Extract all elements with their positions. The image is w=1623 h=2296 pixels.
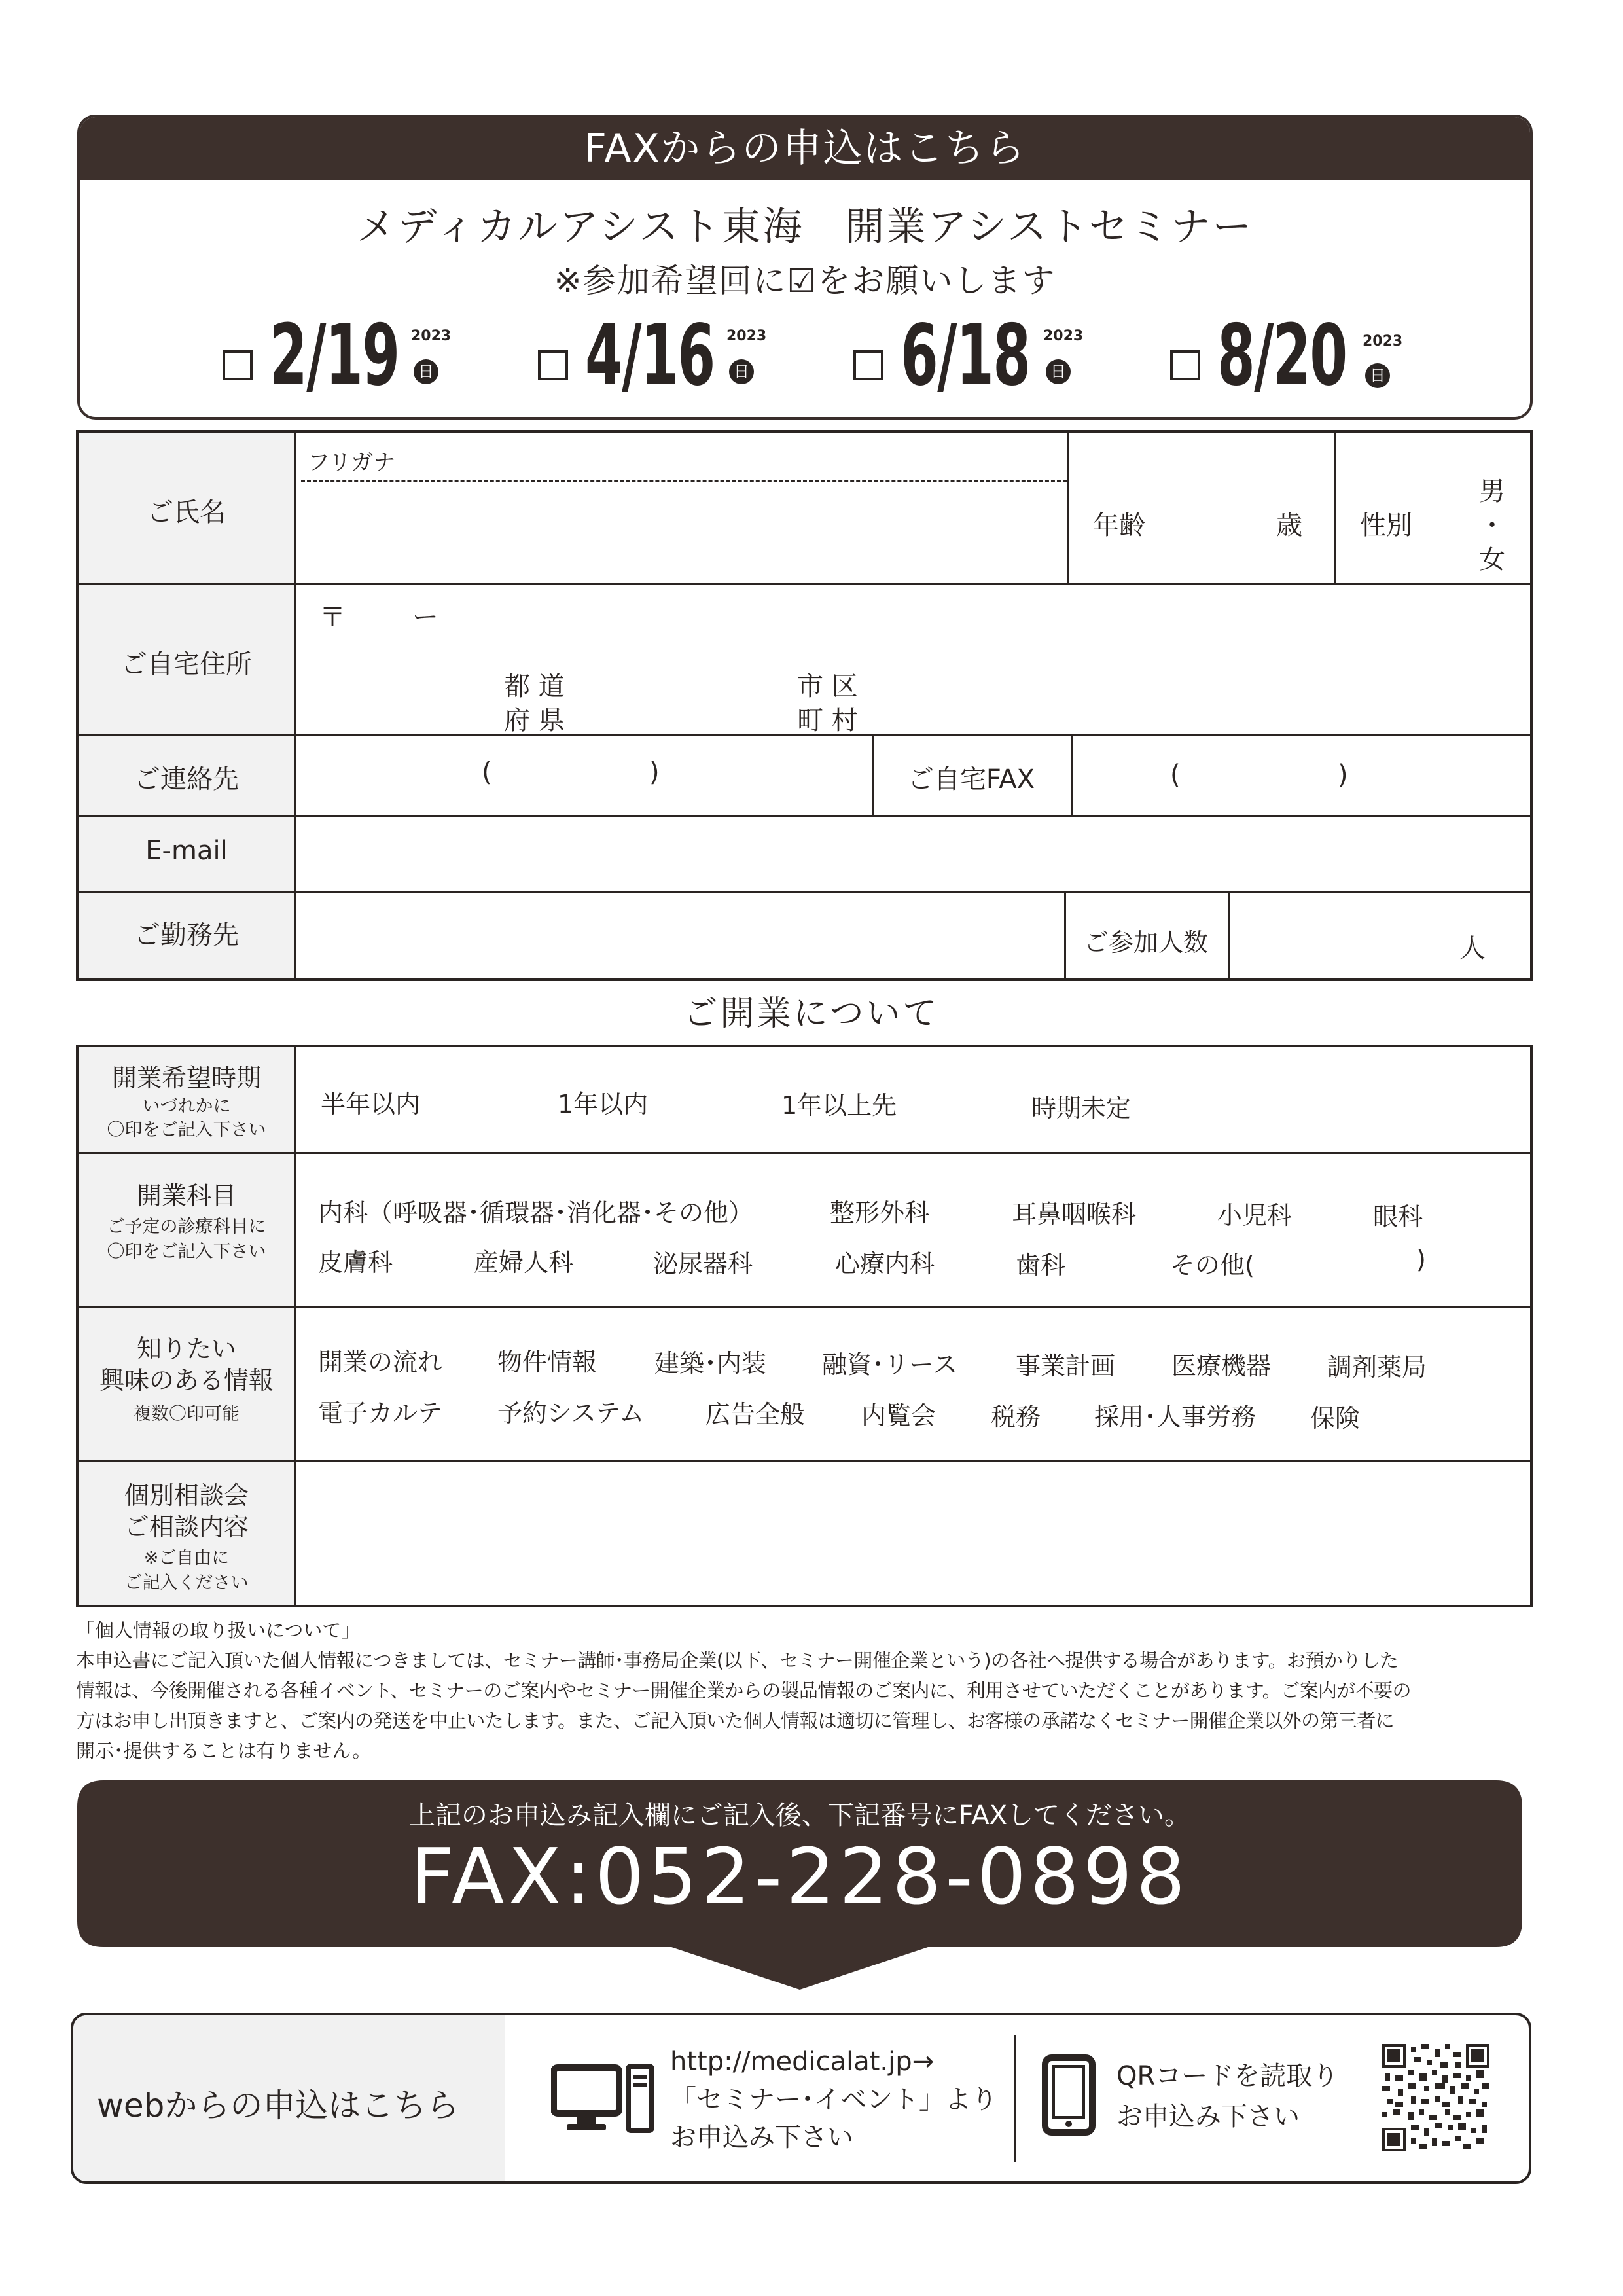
participants-unit: 人 xyxy=(1459,933,1486,963)
date-option-1[interactable] xyxy=(223,307,452,404)
sex-separator: ・ xyxy=(1479,511,1505,541)
sex-female-option[interactable]: 女 xyxy=(1479,545,1505,575)
interest-hr[interactable]: 採用･人事労務 xyxy=(1094,1403,1257,1431)
address-label: ご自宅住所 xyxy=(121,649,252,679)
date-option-3[interactable] xyxy=(853,307,1080,404)
date-option-4[interactable] xyxy=(1170,307,1397,404)
home-fax-label: ご自宅FAX xyxy=(907,764,1035,795)
day-badge: 日 xyxy=(414,359,438,384)
prefecture-label-1: 都 道 xyxy=(504,672,565,702)
interest-label-2: 興味のある情報 xyxy=(99,1366,274,1395)
interest-pharmacy[interactable]: 調剤薬局 xyxy=(1327,1353,1427,1382)
dept-ophthalmology[interactable]: 眼科 xyxy=(1373,1202,1423,1231)
consult-label-2: ご相談内容 xyxy=(124,1513,249,1541)
timing-label: 開業希望時期 xyxy=(111,1064,261,1092)
year-label: 2023 xyxy=(411,328,452,344)
sex-male-option[interactable]: 男 xyxy=(1479,476,1505,507)
day-badge: 日 xyxy=(1046,359,1071,384)
day-badge: 日 xyxy=(729,359,754,384)
web-instructions xyxy=(670,2043,997,2157)
check-note: ※参加希望回に☑をお願いします xyxy=(554,262,1056,300)
consult-sub-2: ご記入ください xyxy=(124,1573,249,1593)
consult-sub-1: ※ご自由に xyxy=(143,1548,230,1568)
dept-psychosomatic[interactable]: 心療内科 xyxy=(835,1249,935,1278)
date-text: 8/20 xyxy=(1217,307,1347,404)
interest-advertising[interactable]: 広告全般 xyxy=(705,1400,806,1429)
interest-reservation[interactable]: 予約システム xyxy=(497,1399,645,1427)
home-fax-input[interactable] xyxy=(1076,738,1527,811)
furigana-label: フリガナ xyxy=(308,450,396,476)
fax-number-band xyxy=(77,1780,1522,1990)
interest-sub: 複数〇印可能 xyxy=(134,1404,240,1424)
dept-urology[interactable]: 泌尿器科 xyxy=(653,1249,753,1278)
date-checkbox[interactable] xyxy=(223,350,253,380)
sex-label: 性別 xyxy=(1360,511,1412,541)
interest-label-1: 知りたい xyxy=(136,1335,236,1363)
email-label: E-mail xyxy=(145,836,228,866)
prefecture-label-2: 府 県 xyxy=(504,706,565,736)
fax-instruction: 上記のお申込み記入欄にご記入後、下記番号にFAXしてください。 xyxy=(408,1801,1191,1831)
name-input[interactable] xyxy=(301,485,1067,580)
fax-band-title: FAXからの申込はこちら xyxy=(80,117,1530,180)
date-checkbox[interactable] xyxy=(1170,350,1200,380)
year-label: 2023 xyxy=(1043,328,1084,344)
contact-paren-open: ( xyxy=(482,757,492,787)
computer-icon xyxy=(551,2064,656,2138)
email-input[interactable] xyxy=(301,819,1525,887)
date-text: 2/19 xyxy=(270,307,399,404)
participants-label: ご参加人数 xyxy=(1083,928,1208,957)
opening-info-table xyxy=(76,1045,1533,1607)
privacy-line: 開示･提供することは有りません。 xyxy=(76,1740,372,1762)
privacy-heading: 「個人情報の取り扱いについて」 xyxy=(76,1619,361,1641)
interest-emr[interactable]: 電子カルテ xyxy=(318,1399,443,1427)
date-checkbox[interactable] xyxy=(538,350,568,380)
year-label: 2023 xyxy=(726,328,767,344)
dept-ent[interactable]: 耳鼻咽喉科 xyxy=(1012,1200,1137,1229)
interest-medical-equipment[interactable]: 医療機器 xyxy=(1171,1352,1272,1380)
tablet-icon xyxy=(1042,2054,1096,2138)
city-label-1: 市 区 xyxy=(797,672,858,702)
dept-other[interactable]: その他( xyxy=(1170,1251,1255,1280)
department-label: 開業科目 xyxy=(136,1181,236,1210)
privacy-line: 本申込書にご記入頂いた個人情報につきましては、セミナー講師･事務局企業(以下、セミナー開催企業という)の各社へ提供する場合があります。お預かりした xyxy=(76,1649,1399,1672)
contact-label: ご連絡先 xyxy=(134,764,239,795)
date-text: 6/18 xyxy=(901,307,1030,404)
fax-number[interactable]: FAX:052-228-0898 xyxy=(410,1831,1190,1922)
timing-option-1-year[interactable]: 1年以内 xyxy=(558,1090,649,1119)
age-unit: 歳 xyxy=(1276,511,1302,541)
qr-code-icon[interactable] xyxy=(1382,2044,1489,2154)
dept-internal-medicine[interactable]: 内科（呼吸器･循環器･消化器･その他） xyxy=(318,1198,754,1227)
privacy-line: 方はお申し出頂きますと、ご案内の発送を中止いたします。また、ご記入頂いた個人情報は適切に管理し、お客様の承諾なくセミナー開催企業以外の第三者に xyxy=(76,1710,1395,1732)
dept-dermatology[interactable]: 皮膚科 xyxy=(318,1248,393,1277)
fax-application-header xyxy=(77,115,1533,420)
seminar-title: メディカルアシスト東海 開業アシストセミナー xyxy=(356,204,1254,250)
interest-finance-lease[interactable]: 融資･リース xyxy=(822,1350,958,1379)
dept-dentistry[interactable]: 歯科 xyxy=(1016,1251,1066,1280)
web-url[interactable]: http://medicalat.jp→ xyxy=(670,2047,935,2077)
web-label: webからの申込はこちら xyxy=(97,2087,459,2125)
city-label-2: 町 村 xyxy=(797,706,858,736)
qr-apply-text: お申込み下さい xyxy=(1116,2102,1300,2132)
timing-sub-1: いづれかに xyxy=(142,1096,231,1117)
address-input[interactable] xyxy=(301,590,1525,730)
name-label: ご氏名 xyxy=(147,497,226,528)
participants-input[interactable] xyxy=(1233,895,1495,975)
interest-open-house[interactable]: 内覧会 xyxy=(861,1401,936,1430)
privacy-line: 情報は、今後開催される各種イベント、セミナーのご案内やセミナー開催企業からの製品情報のご案内に、利用させていただくことがあります。ご案内が不要の xyxy=(76,1679,1411,1702)
dept-obgyn[interactable]: 産婦人科 xyxy=(474,1248,574,1277)
fax-paren-close: ) xyxy=(1338,760,1348,790)
interest-business-plan[interactable]: 事業計画 xyxy=(1016,1352,1116,1380)
consult-content-input[interactable] xyxy=(301,1466,1525,1600)
interest-flow[interactable]: 開業の流れ xyxy=(318,1348,443,1376)
workplace-input[interactable] xyxy=(301,895,1060,975)
opening-section-title: ご開業について xyxy=(683,994,940,1033)
qr-read-text: QRコードを読取り xyxy=(1116,2061,1339,2091)
date-checkbox[interactable] xyxy=(853,350,883,380)
dept-other-close: ) xyxy=(1416,1245,1426,1274)
interest-insurance[interactable]: 保険 xyxy=(1310,1404,1361,1433)
qr-instructions xyxy=(1116,2056,1338,2137)
furigana-divider xyxy=(301,480,1067,482)
workplace-label: ご勤務先 xyxy=(134,920,239,950)
age-input[interactable] xyxy=(1158,492,1263,544)
contact-paren-close: ) xyxy=(649,757,660,787)
timing-option-half-year[interactable]: 半年以内 xyxy=(321,1090,421,1119)
date-option-2[interactable] xyxy=(538,307,767,404)
interest-tax[interactable]: 税務 xyxy=(991,1403,1041,1431)
age-label: 年齢 xyxy=(1093,511,1145,541)
day-badge: 日 xyxy=(1365,363,1390,388)
year-label: 2023 xyxy=(1363,333,1403,350)
date-text: 4/16 xyxy=(585,307,715,404)
postal-dash: ー xyxy=(412,602,438,632)
timing-sub-2: 〇印をご記入下さい xyxy=(107,1120,266,1140)
fax-paren-open: ( xyxy=(1170,760,1181,790)
postal-mark: 〒 xyxy=(319,602,346,632)
dept-orthopedics[interactable]: 整形外科 xyxy=(830,1198,930,1227)
timing-option-undecided[interactable]: 時期未定 xyxy=(1031,1094,1132,1122)
personal-info-table xyxy=(76,430,1533,981)
privacy-section xyxy=(76,1615,1542,1766)
timing-option-over-1-year[interactable]: 1年以上先 xyxy=(781,1091,897,1120)
interest-property[interactable]: 物件情報 xyxy=(497,1348,597,1376)
dept-pediatrics[interactable]: 小児科 xyxy=(1217,1201,1293,1230)
consult-label-1: 個別相談会 xyxy=(124,1481,249,1510)
department-sub-2: 〇印をご記入下さい xyxy=(107,1242,266,1262)
web-apply-text: お申込み下さい xyxy=(670,2123,853,2153)
interest-construction[interactable]: 建築･内装 xyxy=(654,1349,767,1378)
department-sub-1: ご予定の診療科目に xyxy=(107,1217,266,1237)
web-menu-path: 「セミナー･イベント」より xyxy=(670,2085,997,2115)
contact-input[interactable] xyxy=(301,738,868,811)
web-application-box xyxy=(71,2013,1531,2184)
